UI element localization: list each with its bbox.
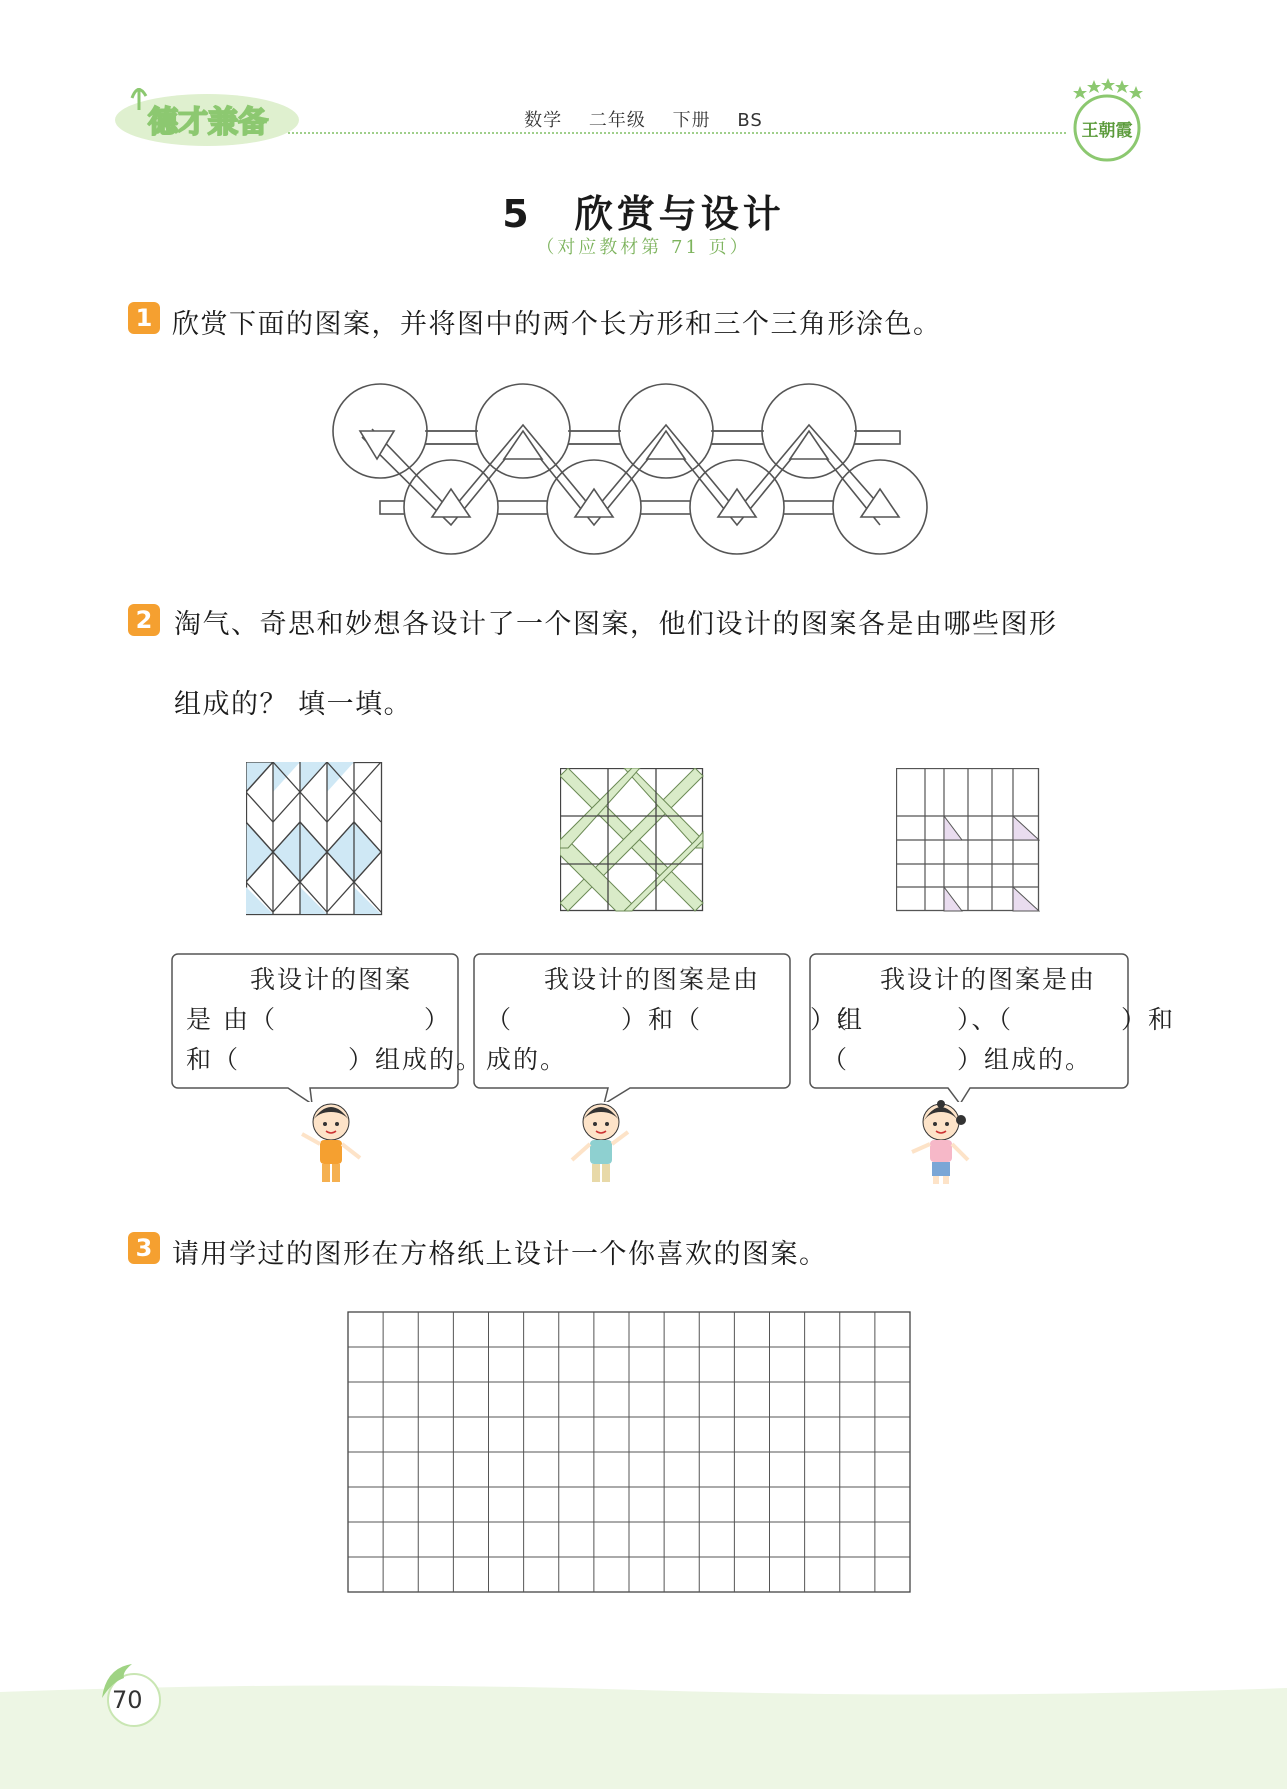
volume-label: 下册 bbox=[672, 110, 711, 131]
question-number-3: 3 bbox=[128, 1232, 160, 1264]
pattern-b-figure bbox=[560, 768, 704, 912]
subject-label: 数学 bbox=[524, 110, 563, 131]
question-1-text: 欣赏下面的图案，并将图中的两个长方形和三个三角形涂色。 bbox=[172, 309, 942, 340]
seal-text: 王朝霞 bbox=[1081, 121, 1133, 141]
bubble-3-line2: （ ）、（ ）和 bbox=[822, 1005, 1176, 1034]
bubble-1-line3: 和（ ）组成的。 bbox=[186, 1045, 484, 1074]
bubble-2-line1: 我设计的图案是由 bbox=[544, 965, 761, 994]
footer-background bbox=[0, 1680, 1287, 1789]
page-number: 70 bbox=[112, 1686, 143, 1714]
question-2-text-line2: 组成的？ 填一填。 bbox=[174, 689, 413, 720]
bubble-3-line1: 我设计的图案是由 bbox=[880, 965, 1097, 994]
q1-pattern-figure bbox=[320, 375, 940, 565]
design-grid-paper[interactable] bbox=[347, 1311, 911, 1593]
bubble-1-line2b: ） bbox=[424, 1005, 452, 1034]
question-number-2: 2 bbox=[128, 604, 160, 636]
question-2-text-line1: 淘气、奇思和妙想各设计了一个图案，他们设计的图案各是由哪些图形 bbox=[174, 609, 1058, 640]
question-3-text: 请用学过的图形在方格纸上设计一个你喜欢的图案。 bbox=[172, 1239, 828, 1270]
bubble-3-text bbox=[822, 960, 1176, 1090]
bubble-2-line3: 成的。 bbox=[486, 1045, 568, 1074]
bubble-2-line2: （ ）和（ ）组 bbox=[486, 1005, 865, 1034]
pattern-a-figure bbox=[246, 762, 383, 916]
bubble-3-line3: （ ）组成的。 bbox=[822, 1045, 1093, 1074]
bubble-1-line2a: 是 由（ bbox=[186, 1005, 277, 1034]
girl-pink-icon bbox=[906, 1100, 976, 1186]
page-subtitle: （对应教材第 71 页） bbox=[536, 237, 751, 258]
question-number-1: 1 bbox=[128, 302, 160, 334]
boy-teal-icon bbox=[566, 1100, 636, 1186]
author-seal bbox=[1062, 76, 1150, 166]
bubble-1-text bbox=[186, 960, 484, 1090]
bubble-1-line1: 我设计的图案 bbox=[250, 965, 413, 994]
edition-label: BS bbox=[737, 110, 763, 131]
pattern-c-figure bbox=[896, 768, 1040, 912]
bubble-2-text bbox=[486, 960, 865, 1090]
header-divider bbox=[288, 132, 1066, 134]
boy-orange-icon bbox=[296, 1100, 366, 1186]
page-title: 5 欣赏与设计 bbox=[502, 192, 785, 236]
brand-name: 德才兼备 bbox=[148, 105, 268, 140]
grade-label: 二年级 bbox=[588, 110, 646, 131]
